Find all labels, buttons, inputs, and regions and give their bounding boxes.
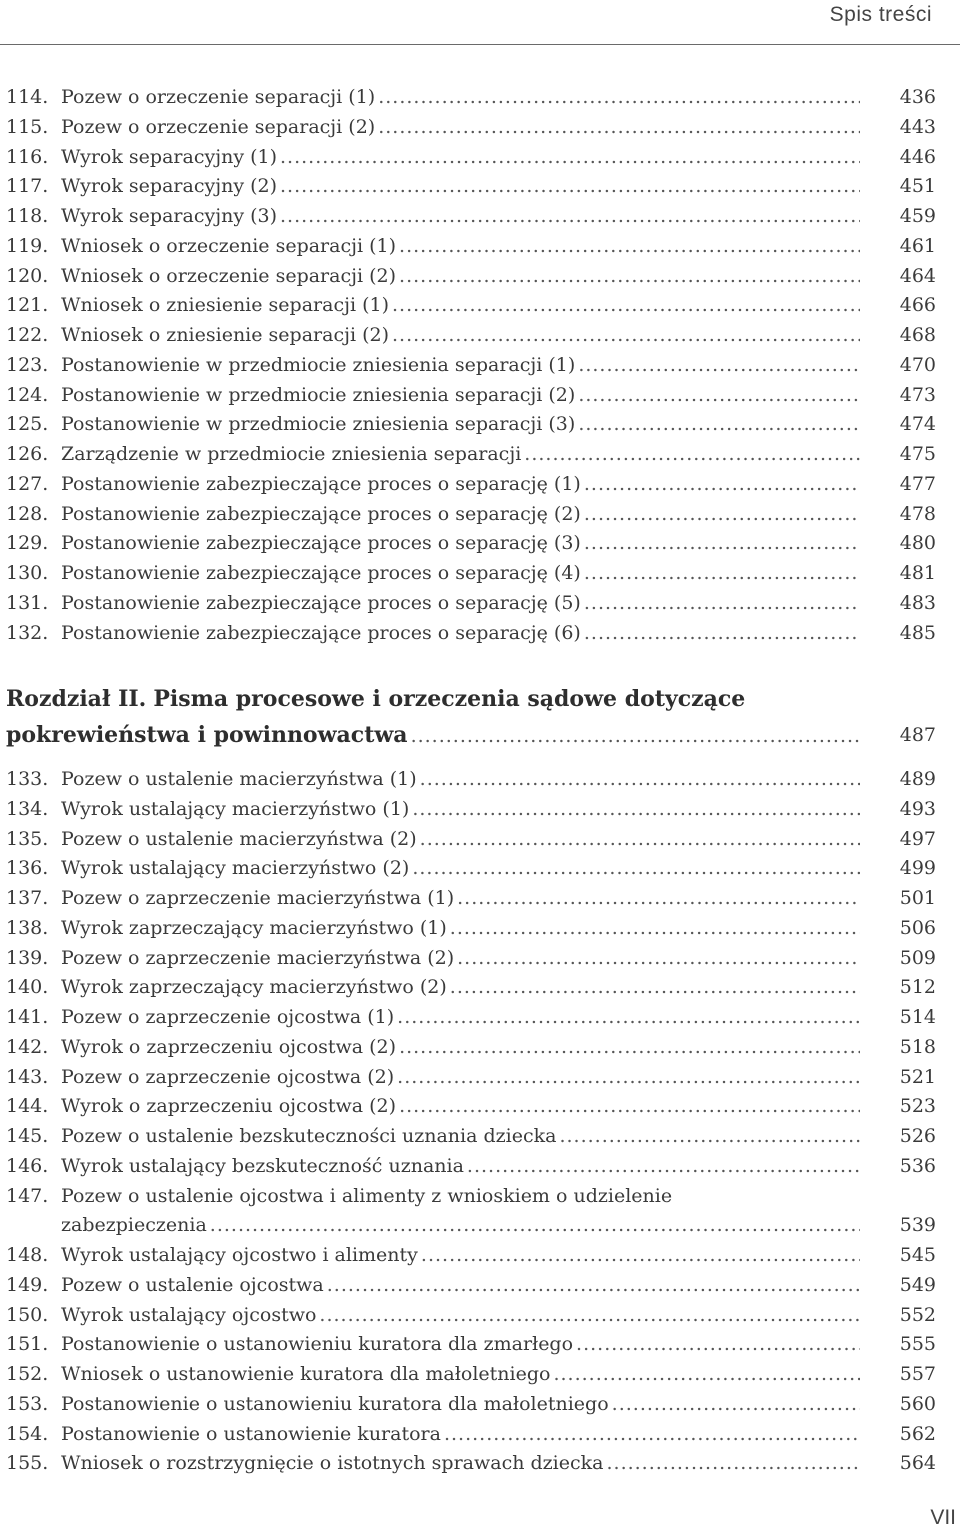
dot-leader	[584, 618, 860, 648]
dot-leader	[392, 320, 860, 350]
dot-leader	[280, 142, 860, 172]
toc-entry-title: Pozew o ustalenie ojcostwa	[61, 1273, 324, 1296]
toc-entry-page-number: 477	[899, 472, 936, 495]
toc-entry-leader-line	[61, 320, 860, 350]
toc-entry	[6, 409, 936, 439]
toc-entry-title: Postanowienie zabezpieczające proces o separację (4)	[61, 562, 581, 584]
toc-entry-number: 117.	[6, 175, 49, 198]
toc-entry-page-number: 468	[899, 324, 936, 346]
toc-entry-leader-line	[61, 499, 860, 529]
toc-entry-leader-line	[61, 1151, 860, 1181]
dot-leader	[578, 380, 860, 410]
toc-entry-title: Postanowienie o ustanowienie kuratora	[61, 1422, 441, 1445]
dot-leader	[584, 528, 860, 558]
toc-entry-leader-line	[61, 1002, 860, 1032]
toc-entry	[6, 380, 936, 410]
toc-entry-page-number: 514	[899, 1006, 936, 1028]
toc-entry-leader-line	[61, 261, 860, 291]
toc-entry	[6, 1270, 936, 1300]
toc-entry-page-number: 436	[899, 86, 936, 108]
toc-entry	[6, 320, 936, 350]
dot-leader	[584, 499, 860, 529]
toc-entry-title: Postanowienie w przedmiocie zniesienia separacji (3)	[61, 413, 576, 436]
dot-leader	[210, 1210, 860, 1240]
toc-entry-number: 155.	[6, 1452, 49, 1475]
toc-entry	[6, 1300, 936, 1330]
toc-entry-title: Wyrok o zaprzeczeniu ojcostwa (2)	[61, 1035, 397, 1058]
toc-entry	[6, 913, 936, 943]
dot-leader	[399, 1032, 860, 1062]
toc-entry-title: Pozew o zaprzeczenie macierzyństwa (2)	[61, 946, 455, 969]
toc-entry-number: 154.	[6, 1422, 49, 1445]
toc-entry-page-number: 489	[899, 768, 936, 790]
toc-entry-title: Pozew o orzeczenie separacji (1)	[61, 86, 376, 108]
toc-entry-number: 136.	[6, 857, 49, 880]
running-header: Spis treści	[829, 3, 932, 26]
toc-entry-number: 138.	[6, 916, 49, 939]
toc-entry-title: Pozew o zaprzeczenie ojcostwa (1)	[61, 1006, 395, 1028]
toc-entry-number: 146.	[6, 1154, 49, 1177]
toc-entry	[6, 558, 936, 588]
toc-entry-number: 133.	[6, 768, 49, 790]
toc-entry-title: Pozew o ustalenie bezskuteczności uznania dziecka	[61, 1125, 557, 1147]
toc-entry-number: 150.	[6, 1303, 49, 1326]
toc-entry-title: Postanowienie zabezpieczające proces o separację (2)	[61, 502, 581, 525]
toc-entry-title: Postanowienie zabezpieczające proces o separację (3)	[61, 532, 581, 555]
toc-entry-page-number: 483	[899, 591, 936, 614]
toc-entry-page-number: 536	[899, 1154, 936, 1177]
toc-entry	[6, 1329, 936, 1359]
toc-entry-page-number: 481	[899, 562, 936, 584]
dot-leader	[457, 883, 860, 913]
toc-entry-leader-line	[61, 1240, 860, 1270]
dot-leader	[378, 112, 860, 142]
toc-entry	[6, 201, 936, 231]
toc-entry-leader-line	[61, 201, 860, 231]
toc-entry-title: Postanowienie o ustanowieniu kuratora dla zmarłego	[61, 1333, 574, 1356]
toc-entry-number: 127.	[6, 472, 49, 495]
toc-entry-title: Wyrok ustalający macierzyństwo (1)	[61, 797, 410, 820]
toc-entry	[6, 764, 936, 794]
toc-entry-number: 132.	[6, 621, 49, 644]
toc-entry-number: 141.	[6, 1006, 49, 1028]
toc-entry-leader-line	[61, 1121, 860, 1151]
toc-entry-title: Postanowienie zabezpieczające proces o separację (6)	[61, 621, 581, 644]
toc-entry	[6, 499, 936, 529]
toc-entry-page-number: 512	[899, 976, 936, 999]
toc-entry-leader-line	[61, 943, 860, 973]
toc-entry-leader-line	[61, 1091, 860, 1121]
toc-entry-leader-line	[61, 588, 860, 618]
toc-entry-number: 151.	[6, 1333, 49, 1356]
toc-entry-title: Wniosek o zniesienie separacji (2)	[61, 324, 390, 346]
toc-entry-page-number: 523	[899, 1095, 936, 1118]
toc-entry-page-number: 466	[899, 294, 936, 317]
dot-leader	[584, 469, 860, 499]
toc-entry-leader-line	[61, 794, 860, 824]
toc-entry	[6, 588, 936, 618]
toc-entry-number: 149.	[6, 1273, 49, 1296]
toc-entry-number: 140.	[6, 976, 49, 999]
dot-leader	[399, 261, 860, 291]
toc-entry-title: Wniosek o rozstrzygnięcie o istotnych sprawach dziecka	[61, 1452, 604, 1475]
toc-entry	[6, 171, 936, 201]
toc-entry-page-number: 555	[899, 1333, 936, 1356]
toc-entry-title: Pozew o ustalenie macierzyństwa (1)	[61, 768, 417, 790]
dot-leader	[392, 290, 860, 320]
toc-entry-title: Postanowienie zabezpieczające proces o separację (5)	[61, 591, 581, 614]
dot-leader	[578, 409, 860, 439]
toc-entry-title: Wyrok zaprzeczający macierzyństwo (1)	[61, 916, 447, 939]
toc-entry-title: Zarządzenie w przedmiocie zniesienia separacji	[61, 443, 522, 465]
toc-entry-leader-line	[61, 913, 860, 943]
toc-entry-page-number: 560	[899, 1392, 936, 1415]
toc-entry-page-number: 470	[899, 353, 936, 376]
dot-leader	[280, 201, 860, 231]
toc-entry	[6, 853, 936, 883]
toc-entry	[6, 1181, 936, 1241]
toc-entry-title: Postanowienie w przedmiocie zniesienia separacji (2)	[61, 383, 576, 406]
toc-entry	[6, 1002, 936, 1032]
dot-leader	[450, 913, 860, 943]
toc-entry-title: Wniosek o ustanowienie kuratora dla małoletniego	[61, 1363, 551, 1385]
toc-entry-number: 143.	[6, 1065, 49, 1088]
toc-entry-number: 135.	[6, 827, 49, 850]
page-folio: VII	[930, 1506, 956, 1529]
toc-entry	[6, 1448, 936, 1478]
toc-entry-leader-line	[61, 558, 860, 588]
chapter-title-line1	[6, 686, 745, 712]
dot-leader	[553, 1359, 860, 1389]
toc-entry-title-cont: zabezpieczenia	[61, 1214, 207, 1237]
dot-leader	[412, 853, 860, 883]
toc-entry	[6, 231, 936, 261]
dot-leader	[411, 722, 860, 756]
dot-leader	[378, 82, 860, 112]
dot-leader	[612, 1389, 860, 1419]
toc-entry	[6, 618, 936, 648]
toc-entry-leader-line	[61, 290, 860, 320]
dot-leader	[327, 1270, 860, 1300]
toc-entry	[6, 824, 936, 854]
toc-entry-title: Postanowienie w przedmiocie zniesienia separacji (1)	[61, 353, 576, 376]
toc-entry-title: Wyrok separacyjny (3)	[61, 205, 278, 227]
toc-entry-number: 119.	[6, 234, 49, 257]
chapter-heading	[6, 684, 936, 760]
toc-entry-number: 129.	[6, 532, 49, 555]
toc-entry-page-number: 499	[899, 857, 936, 880]
toc-entry-title: Postanowienie zabezpieczające proces o separację (1)	[61, 472, 581, 495]
toc-entry-page-number: 506	[899, 916, 936, 939]
chapter-label: Rozdział II.	[6, 686, 147, 712]
toc-entry-leader-line	[61, 171, 860, 201]
toc-entry-number: 125.	[6, 413, 49, 436]
toc-entry-leader-line	[61, 528, 860, 558]
dot-leader	[584, 588, 860, 618]
toc-entry-leader-line	[61, 764, 860, 794]
dot-leader	[450, 972, 860, 1002]
toc-entry-leader-line	[61, 1062, 860, 1092]
toc-entry-title: Postanowienie o ustanowieniu kuratora dla małoletniego	[61, 1392, 609, 1415]
toc-entry-title: Wniosek o orzeczenie separacji (1)	[61, 234, 397, 257]
toc-entry-leader-line	[61, 1270, 860, 1300]
toc-entry-leader-line	[61, 1419, 860, 1449]
chapter-page-number: 487	[899, 724, 936, 746]
toc-entry	[6, 82, 936, 112]
toc-entry	[6, 943, 936, 973]
toc-entry-leader-line	[61, 1210, 860, 1240]
toc-entry-page-number: 497	[899, 827, 936, 850]
toc-entry-page-number: 461	[899, 234, 936, 257]
toc-entry-page-number: 459	[899, 205, 936, 227]
toc-entry	[6, 1062, 936, 1092]
toc-entry-leader-line	[61, 972, 860, 1002]
toc-entry-leader-line	[61, 1389, 860, 1419]
toc-entry-title: Wyrok zaprzeczający macierzyństwo (2)	[61, 976, 447, 999]
toc-entry-number: 137.	[6, 887, 49, 909]
toc-entry-page-number: 446	[899, 145, 936, 168]
toc-entry-leader-line	[61, 82, 860, 112]
toc-entry-title: Wniosek o zniesienie separacji (1)	[61, 294, 390, 317]
chapter-title-cont: pokrewieństwa i powinnowactwa	[6, 722, 408, 748]
toc-entry-page-number: 485	[899, 621, 936, 644]
toc-entry-leader-line	[61, 853, 860, 883]
toc-entry	[6, 142, 936, 172]
toc-entry	[6, 1151, 936, 1181]
toc-entry-number: 123.	[6, 353, 49, 376]
dot-leader	[467, 1151, 860, 1181]
toc-entry-number: 139.	[6, 946, 49, 969]
dot-leader	[420, 764, 860, 794]
toc-entry	[6, 1240, 936, 1270]
toc-entry-page-number: 564	[899, 1452, 936, 1475]
toc-entry-number: 120.	[6, 264, 49, 287]
toc-entry-title: Pozew o zaprzeczenie macierzyństwa (1)	[61, 887, 455, 909]
toc-entry-number: 126.	[6, 443, 49, 465]
dot-leader	[420, 824, 860, 854]
toc-entry-title: Pozew o zaprzeczenie ojcostwa (2)	[61, 1065, 395, 1088]
toc-entry	[6, 794, 936, 824]
toc-entry-page-number: 443	[899, 115, 936, 138]
toc-entry-number: 121.	[6, 294, 49, 317]
toc-list-bottom	[6, 764, 936, 1478]
dot-leader	[444, 1419, 860, 1449]
toc-entry	[6, 290, 936, 320]
toc-entry-leader-line	[61, 439, 860, 469]
toc-entry	[6, 350, 936, 380]
toc-entry-page-number: 474	[899, 413, 936, 436]
toc-entry-leader-line	[61, 1448, 860, 1478]
toc-entry-title: Wyrok ustalający ojcostwo i alimenty	[61, 1244, 418, 1266]
dot-leader	[319, 1300, 860, 1330]
toc-entry-page-number: 518	[899, 1035, 936, 1058]
toc-entry-leader-line	[61, 1359, 860, 1389]
toc-entry-number: 153.	[6, 1392, 49, 1415]
toc-entry-number: 116.	[6, 145, 49, 168]
toc-entry-number: 147.	[6, 1184, 49, 1207]
dot-leader	[399, 1091, 860, 1121]
toc-entry-title: Wniosek o orzeczenie separacji (2)	[61, 264, 397, 287]
toc-entry-page-number: 464	[899, 264, 936, 287]
toc-entry	[6, 261, 936, 291]
toc-entry-leader-line	[61, 1032, 860, 1062]
toc-entry-number: 134.	[6, 797, 49, 820]
dot-leader	[421, 1240, 860, 1270]
toc-entry-page-number: 552	[899, 1303, 936, 1326]
dot-leader	[606, 1448, 860, 1478]
toc-entry-leader-line	[61, 112, 860, 142]
toc-entry	[6, 469, 936, 499]
toc-entry-leader-line	[61, 618, 860, 648]
toc-entry-page-number: 526	[899, 1125, 936, 1147]
toc-entry	[6, 1389, 936, 1419]
dot-leader	[280, 171, 860, 201]
toc-entry	[6, 1091, 936, 1121]
toc-entry-title: Pozew o ustalenie macierzyństwa (2)	[61, 827, 417, 850]
toc-entry-page-number: 521	[899, 1065, 936, 1088]
toc-list-top	[6, 82, 936, 647]
toc-entry-number: 142.	[6, 1035, 49, 1058]
toc-entry-leader-line	[61, 883, 860, 913]
toc-entry-leader-line	[61, 380, 860, 410]
toc-entry-page-number: 539	[899, 1214, 936, 1237]
toc-entry-page-number: 451	[899, 175, 936, 198]
toc-entry-leader-line	[61, 1300, 860, 1330]
toc-entry-number: 115.	[6, 115, 49, 138]
toc-entry-number: 152.	[6, 1363, 49, 1385]
dot-leader	[457, 943, 860, 973]
toc-entry-number: 130.	[6, 562, 49, 584]
toc-entry	[6, 1032, 936, 1062]
toc-entry-number: 118.	[6, 205, 49, 227]
toc-entry-leader-line	[61, 824, 860, 854]
toc-entry-page-number: 473	[899, 383, 936, 406]
toc-entry-page-number: 478	[899, 502, 936, 525]
toc-entry-page-number: 562	[899, 1422, 936, 1445]
toc-entry-page-number: 480	[899, 532, 936, 555]
toc-entry-page-number: 475	[899, 443, 936, 465]
toc-entry-number: 131.	[6, 591, 49, 614]
header-rule	[0, 44, 960, 45]
dot-leader	[412, 794, 860, 824]
toc-entry	[6, 112, 936, 142]
toc-entry-page-number: 545	[899, 1244, 936, 1266]
toc-entry-number: 128.	[6, 502, 49, 525]
toc-entry	[6, 1419, 936, 1449]
toc-entry-number: 148.	[6, 1244, 49, 1266]
toc-entry-number: 145.	[6, 1125, 49, 1147]
chapter-title-line2	[6, 722, 860, 756]
toc-entry-title: Pozew o ustalenie ojcostwa i alimenty z wnioskiem o udzielenie	[61, 1184, 673, 1207]
toc-entry-title: Pozew o orzeczenie separacji (2)	[61, 115, 376, 138]
dot-leader	[524, 439, 860, 469]
toc-entry-page-number: 557	[899, 1363, 936, 1385]
toc-entry-leader-line	[61, 142, 860, 172]
toc-entry-title: Wyrok ustalający macierzyństwo (2)	[61, 857, 410, 880]
toc-entry	[6, 439, 936, 469]
toc-entry-leader-line	[61, 231, 860, 261]
dot-leader	[399, 231, 860, 261]
toc-entry	[6, 1359, 936, 1389]
toc-entry-page-number: 501	[899, 887, 936, 909]
toc-entry-leader-line	[61, 469, 860, 499]
toc-entry	[6, 972, 936, 1002]
toc-entry	[6, 883, 936, 913]
dot-leader	[397, 1002, 860, 1032]
toc-entry-page-number: 549	[899, 1273, 936, 1296]
toc-entry-title: Wyrok ustalający bezskuteczność uznania	[61, 1154, 464, 1177]
toc-entry-title: Wyrok ustalający ojcostwo	[61, 1303, 317, 1326]
toc-entry-page-number: 493	[899, 797, 936, 820]
toc-entry-leader-line	[61, 1329, 860, 1359]
toc-entry-title: Wyrok separacyjny (2)	[61, 175, 278, 198]
toc-entry-leader-line	[61, 350, 860, 380]
dot-leader	[578, 350, 860, 380]
toc-entry	[6, 1121, 936, 1151]
toc-entry-title: Wyrok separacyjny (1)	[61, 145, 278, 168]
toc-entry-title: Wyrok o zaprzeczeniu ojcostwa (2)	[61, 1095, 397, 1118]
toc-entry-number: 124.	[6, 383, 49, 406]
dot-leader	[397, 1062, 860, 1092]
dot-leader	[576, 1329, 860, 1359]
dot-leader	[584, 558, 860, 588]
toc-entry-number: 114.	[6, 86, 49, 108]
toc-entry-number: 122.	[6, 324, 49, 346]
toc-entry	[6, 528, 936, 558]
toc-entry-number: 144.	[6, 1095, 49, 1118]
dot-leader	[559, 1121, 860, 1151]
toc-entry-page-number: 509	[899, 946, 936, 969]
toc-entry-leader-line	[61, 409, 860, 439]
chapter-title: Pisma procesowe i orzeczenia sądowe dotyczące	[153, 686, 746, 712]
